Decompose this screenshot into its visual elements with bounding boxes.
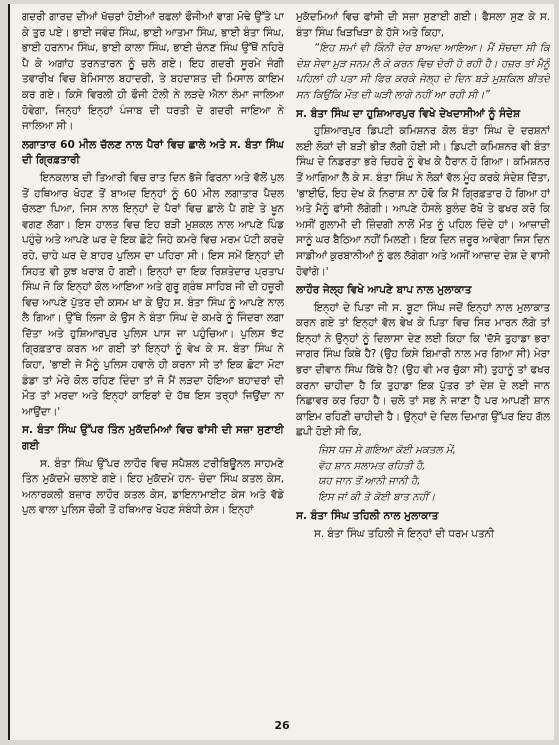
paragraph: ਹੁਸ਼ਿਆਰਪੁਰ ਡਿਪਟੀ ਕਮਿਸ਼ਨਰ ਕੋਲ ਬੰਤਾ ਸਿੰਘ ਦੇ ਦਰਸ਼ਨਾਂ ਲਈ ਲੋਕਾਂ ਦੀ ਬੜੀ ਭੀੜ ਲੱਗੀ ਹੋਈ ਸੀ। ਡਿਪਟੀ ਕਮਿਸ਼ਨਰ ਵੀ ਬੰਤਾ ਸਿੰਘ ਦੇ ਨਿਡਰਤਾ ਭਰੇ ਚਿਹਰੇ ਨੂੰ ਵੇਖ ਕੇ ਹੈਰਾਨ ਹੋ ਗਿਆ। ਕਮਿਸ਼ਨਰ ਤੋਂ ਆਗਿਆ ਲੈ ਕੇ ਸ. ਬੰਤਾ ਸਿੰਘ ਨੇ ਲੋਕਾਂ ਵੱਲ ਮੂੰਹ ਕਰਕੇ ਸੰਦੇਸ਼ ਦਿੱਤਾ, 'ਭਾਈਓ, ਇਹ ਦੇਖ ਕੇ ਨਿਰਾਸ਼ ਨਾ ਹੋਵੋ ਕਿ ਮੈਂ ਗ੍ਰਿਫ਼ਤਾਰ ਹੋ ਗਿਆ ਹਾਂ ਅਤੇ ਮੈਨੂੰ ਫਾਂਸੀ ਲੱਗੇਗੀ। ਆਪਣੇ ਹੌਸਲੇ ਬੁਲੰਦ ਰੱਖੋ ਤੇ ਫਖਰ ਕਰੋ ਕਿ ਅਸੀਂ ਗੁਲਾਮੀ ਦੀ ਜ਼ਿੰਦਗੀ ਨਾਲੋਂ ਮੌਤ ਨੂੰ ਪਹਿਲ ਦਿੰਦੇ ਹਾਂ। ਆਜ਼ਾਦੀ ਸਾਨੂੰ ਘਰ ਬੈਠਿਆ ਨਹੀਂ ਮਿਲਣੀ। ਇਕ ਦਿਨ ਜ਼ਰੂਰ ਆਵੇਗਾ ਜਿਸ ਦਿਨ ਸਾਡੀਆਂ ਕੁਰਬਾਨੀਆਂ ਨੂੰ ਫਲ ਲੱਗੇਗਾ ਅਤੇ ਅਸੀਂ ਆਜ਼ਾਦ ਦੇਸ਼ ਦੇ ਵਾਸੀ ਹੋਵਾਂਗੇ।' xyxy=(296,125,550,278)
paragraph: ਇਨ੍ਹਾਂ ਦੇ ਪਿਤਾ ਜੀ ਸ. ਬੂਟਾ ਸਿੰਘ ਜਦੋਂ ਇਨ੍ਹਾਂ ਨਾਲ ਮੁਲਾਕਾਤ ਕਰਨ ਗਏ ਤਾਂ ਇਨ੍ਹਾਂ ਵੱਲ ਵੇਖ ਕੇ ਪਿਤਾ ਵਿਚ ਸਿਰ ਮਾਰਨ ਲੱਗੇ ਤਾਂ ਇਨ੍ਹਾਂ ਨੇ ਉਨ੍ਹਾਂ ਨੂੰ ਦਿਲਾਸਾ ਦੇਣ ਲਈ ਕਿਹਾ ਕਿ 'ਦੱਸੋ ਤੁਹਾਡਾ ਭਰਾ ਜਾਗਰ ਸਿੰਘ ਕਿਥੇ ਹੈ? (ਉਹ ਕਿਸੇ ਬਿਮਾਰੀ ਨਾਲ ਮਰ ਗਿਆ ਸੀ) ਮੇਰਾ ਭਰਾ ਦੀਵਾਨ ਸਿੰਘ ਕਿੱਥੇ ਹੈ? (ਉਹ ਵੀ ਮਰ ਚੁੱਕਾ ਸੀ) ਤੁਹਾਨੂੰ ਤਾਂ ਫਖਰ ਕਰਨਾ ਚਾਹੀਦਾ ਹੈ ਕਿ ਤੁਹਾਡਾ ਇਕ ਪੁੱਤਰ ਤਾਂ ਦੇਸ਼ ਦੇ ਲਈ ਜਾਨ ਨਿਛਾਵਰ ਕਰ ਰਿਹਾ ਹੈ। ਚਲੋ ਤਾਂ ਸਭ ਨੇ ਜਾਣਾ ਹੈ ਪਰ ਆਪਣੀ ਸ਼ਾਨ ਕਾਇਮ ਰਹਿਣੀ ਚਾਹੀਦੀ ਹੈ। ਉਨ੍ਹਾਂ ਦੇ ਦਿਲ ਦਿਮਾਗ ਉੱਪਰ ਇਹ ਗੱਲ ਛਪੀ ਹੋਈ ਸੀ ਕਿ, xyxy=(296,301,550,439)
verse-line: ਯਹ ਜਾਨ ਤੋਂ ਆਨੀ ਜਾਨੀ ਹੈ, xyxy=(318,475,421,488)
section-heading: ਸ. ਬੰਤਾ ਸਿੰਘ ਤਹਿਲੀ ਨਾਲ ਮੁਲਾਕਾਤ xyxy=(296,510,439,523)
section-heading: ਸ. ਬੰਤਾ ਸਿੰਘ ਉੱਪਰ ਤਿੰਨ ਮੁਕੱਦਮਿਆਂ ਵਿਚ ਫਾਂਸੀ ਦੀ ਸਜ਼ਾ ਸੁਣਾਈ ਗਈ xyxy=(22,424,284,453)
paragraph: ਗਦਰੀ ਗਾਰਦ ਦੀਆਂ ਖੱਚਰਾਂ ਹੋਈਆਂ ਰਫਲਾਂ ਫੌਜੀਆਂ ਵਾਗ ਮੋਢੇ ਉੱਤੇ ਪਾ ਕੇ ਤੁਰ ਪਏ। ਭਾਈ ਜਵੰਦ ਸਿੰਘ, ਭਾਈ ਆਤਮਾ ਸਿੰਘ, ਭਾਈ ਬੰਤਾ ਸਿੰਘ, ਭਾਈ ਹਰਨਾਮ ਸਿੰਘ, ਭਾਈ ਕਾਲਾ ਸਿੰਘ, ਭਾਈ ਚੰਨਣ ਸਿੰਘ ਉੱਥੋਂ ਨਹਿਰੇ ਪੈ ਕੇ ਅਗਾਂਹ ਤਰਨਤਾਰਨ ਨੂੰ ਚਲੇ ਗਏ। ਇਹ ਗਦਰੀ ਸੂਰਮੇ ਜੰਗੀ ਤਵਾਰੀਖ ਵਿਚ ਬੇਮਿਸਾਲ ਬਹਾਦਰੀ, ਤੇ ਬਹਦਾਸ਼ਤ ਦੀ ਮਿਸਾਲ ਕਾਇਮ ਕਰ ਗਏ। ਕਿਸੇ ਵਿਰਲੀ ਹੀ ਫੌਜੀ ਟੋਲੀ ਨੇ ਲੜਦੇ ਐਨਾ ਲੰਮਾ ਜਾਲਿਆ ਹੋਵੇਗਾ, ਜਿਨ੍ਹਾਂ ਇਨ੍ਹਾਂ ਪੰਜਾਬ ਦੀ ਧਰਤੀ ਦੇ ਗਦਰੀ ਜਾਇਆ ਨੇ ਜਾਲਿਆ ਸੀ। xyxy=(22,11,284,133)
page-number: 26 xyxy=(274,719,290,732)
paragraph: ਸ. ਬੰਤਾ ਸਿੰਘ ਤਹਿਲੀ ਜੋ ਇਨ੍ਹਾਂ ਦੀ ਧਰਮ ਪਤਨੀ xyxy=(314,528,495,540)
section-heading: ਲਾਹੌਰ ਜੇਲ੍ਹ ਵਿਖੇ ਆਪਣੇ ਬਾਪ ਨਾਲ ਮੁਲਾਕਾਤ xyxy=(296,284,472,297)
left-column xyxy=(22,10,284,715)
section-heading: ਲਗਾਤਾਰ 60 ਮੀਲ ਚੱਲਣ ਨਾਲ ਪੈਰਾਂ ਵਿਚ ਛਾਲੇ ਅਤੇ ਸ. ਬੰਤਾ ਸਿੰਘ ਦੀ ਗ੍ਰਿਫ਼ਤਾਰੀ xyxy=(22,138,284,167)
paragraph: ਇਨਕਲਾਬ ਦੀ ਤਿਆਰੀ ਵਿਚ ਰਾਤ ਦਿਨ ਭੱਜੇ ਫਿਰਨਾ ਅਤੇ ਵੱਲੋਂ ਪੁਲ ਤੋਂ ਹਥਿਆਰ ਖੋਹਣ ਤੋਂ ਬਾਅਦ ਇਨ੍ਹਾਂ ਨੂੰ 60 ਮੀਲ ਲਗਾਤਾਰ ਪੈਦਲ ਚੱਲਣਾ ਪਿਆ, ਜਿਸ ਨਾਲ ਇਨ੍ਹਾਂ ਦੇ ਪੈਰਾਂ ਵਿਚ ਛਾਲੇ ਪੈ ਗਏ ਤੇ ਖੂਨ ਵਗਣ ਲੱਗਾ। ਇਸ ਹਾਲਤ ਵਿਚ ਇਹ ਬੜੀ ਮੁਸ਼ਕਲ ਨਾਲ ਆਪਣੇ ਪਿੰਡ ਪਹੁੰਚੇ ਅਤੇ ਆਪਣੇ ਘਰ ਦੇ ਇਕ ਛੋਟੇ ਜਿਹੇ ਕਮਰੇ ਵਿਚ ਮਰਮ ਪੱਟੀ ਕਰਦੇ ਰਹੇ, ਚਾਹੇ ਘਰ ਦੇ ਬਾਹਰ ਪੁਲਿਸ ਦਾ ਪਹਿਰਾ ਸੀ। ਇਸ ਸਮੇਂ ਇਨ੍ਹਾਂ ਦੀ ਸਿਹਤ ਵੀ ਕੁਝ ਖਰਾਬ ਹੋ ਗਈ। ਇਨ੍ਹਾਂ ਦਾ ਇਕ ਰਿਸ਼ਤੇਦਾਰ ਪ੍ਰਤਾਪ ਸਿੰਘ ਜੋ ਕਿ ਇਨ੍ਹਾਂ ਕੋਲ ਆਇਆ ਅਤੇ ਗੁਰੂ ਗ੍ਰੰਥ ਸਾਹਿਬ ਜੀ ਦੀ ਹਜ਼ੂਰੀ ਵਿਚ ਆਪਣੇ ਪੁੱਤਰ ਦੀ ਕਸਮ ਖਾ ਕੇ ਉਹ ਸ. ਬੰਤਾ ਸਿੰਘ ਨੂੰ ਆਪਣੇ ਨਾਲ ਲੈ ਗਿਆ। ਉੱਥੇ ਲਿਜਾ ਕੇ ਉਸ ਨੇ ਬੰਤਾ ਸਿੰਘ ਦੇ ਕਮਰੇ ਨੂੰ ਜਿੰਦਰਾ ਲਗਾ ਦਿੱਤਾ ਅਤੇ ਹੁਸ਼ਿਆਰਪੁਰ ਪੁਲਿਸ ਪਾਸ ਜਾ ਪਹੁੰਚਿਆ। ਪੁਲਿਸ ਝੱਟ ਗ੍ਰਿਫ਼ਤਾਰ ਕਰਨ ਆ ਗਈ ਤਾਂ ਇਨ੍ਹਾਂ ਨੂੰ ਵੇਖ ਕੇ ਸ. ਬੰਤਾ ਸਿੰਘ ਨੇ ਕਿਹਾ, 'ਭਾਈ ਜੇ ਮੈਨੂੰ ਪੁਲਿਸ ਹਵਾਲੇ ਹੀ ਕਰਨਾ ਸੀ ਤਾਂ ਇਕ ਛੋਟਾ ਮੋਟਾ ਡੰਡਾ ਤਾਂ ਮੇਰੇ ਕੋਲ ਰਹਿਣ ਦਿੰਦਾ ਤਾਂ ਜੋ ਮੈਂ ਲੜਦਾ ਹੋਇਆ ਬਹਾਦਰਾਂ ਦੀ ਮੌਤ ਤਾਂ ਮਰਦਾ ਅਤੇ ਇਨ੍ਹਾਂ ਕਾਇਰਾਂ ਦੇ ਹੱਥ ਇਸ ਤਰ੍ਹਾਂ ਜਿਉਂਦਾ ਨਾ ਆਉਂਦਾ।' xyxy=(22,171,284,418)
verse-block xyxy=(318,443,550,505)
paragraph: ਮੁਕੱਦਮਿਆਂ ਵਿਚ ਫਾਂਸੀ ਦੀ ਸਜ਼ਾ ਸੁਣਾਈ ਗਈ। ਫੈਸਲਾ ਸੁਣ ਕੇ ਸ. ਬੰਤਾ ਸਿੰਘ ਖਿੜਖਿੜਾ ਕੇ ਹੱਸੇ ਅਤੇ ਕਿਹਾ, xyxy=(296,11,550,39)
section-heading: ਸ. ਬੰਤਾ ਸਿੰਘ ਦਾ ਹੁਸ਼ਿਆਰਪੁਰ ਵਿਖੇ ਦੇਖਦਾਸੀਆਂ ਨੂੰ ਸੰਦੇਸ਼ xyxy=(296,107,521,120)
verse-line: ਇਸ ਜਾਂ ਕੀ ਤੋ ਕੋਈ ਬਾਤ ਨਹੀਂ। xyxy=(318,490,436,503)
quotation: “ਇਹ ਸਮਾਂ ਵੀ ਕਿੰਨੀ ਦੇਰ ਬਾਅਦ ਆਇਆ। ਮੈਂ ਸੋਚਦਾ ਸੀ ਕਿ ਦੇਸ਼ ਸੇਵਾ ਮੁੜ ਜਨਮ ਲੈ ਕੇ ਕਰਨ ਵਿਚ ਦੇਰੀ ਹੋ ਰਹੀ ਹੈ। ਹਜ਼ਰ ਤਾਂ ਮੈਨੂੰ ਪਹਿਲਾਂ ਹੀ ਪਤਾ ਸੀ ਫਿਰ ਕਰਕੇ ਜੇਲ੍ਹ ਦੇ ਦਿਨ ਬੜੇ ਮੁਸ਼ਕਿਲ ਬੀਤਦੇ ਸਨ ਕਿਉਂਕਿ ਮੌਤ ਦੀ ਘੜੀ ਲਾਗੇ ਨਹੀਂ ਆ ਰਹੀ ਸੀ।” xyxy=(296,42,550,101)
right-column xyxy=(296,10,550,715)
book-page xyxy=(8,4,554,740)
paragraph: ਸ. ਬੰਤਾ ਸਿੰਘ ਉੱਪਰ ਲਾਹੌਰ ਵਿਚ ਸਪੈਸ਼ਲ ਟਰੀਬਿਊਨਲ ਸਾਹਮਣੇ ਤਿੰਨ ਮੁਕੱਦਮੇ ਚਲਾਏ ਗਏ। ਇਹ ਮੁਕੱਦਮੇ ਹਨ- ਚੰਦਾ ਸਿੰਘ ਕਤਲ ਕੇਸ, ਅਨਾਰਕਲੀ ਬਜ਼ਾਰ ਲਾਹੌਰ ਕਤਲ ਕੇਸ, ਡਾਇਨਾਮਾਈਟ ਕੇਸ ਅਤੇ ਵੱਡੇ ਪੁਲ ਵਾਲਾ ਪੁਲਿਸ ਚੌਕੀ ਤੋਂ ਹਥਿਆਰ ਖੋਹਣ ਸੰਬੰਧੀ ਕੇਸ। ਇਨ੍ਹਾਂ xyxy=(22,457,284,517)
verse-line: ਵੋਹ ਸ਼ਾਨ ਸਲਾਮਤ ਰਹਿਤੀ ਹੈ, xyxy=(318,459,426,472)
verse-line: ਜਿਸ ਧਜ ਸੇ ਗਇਆ ਕੋਈ ਮਕਤਲ ਮੇਂ, xyxy=(318,444,456,457)
